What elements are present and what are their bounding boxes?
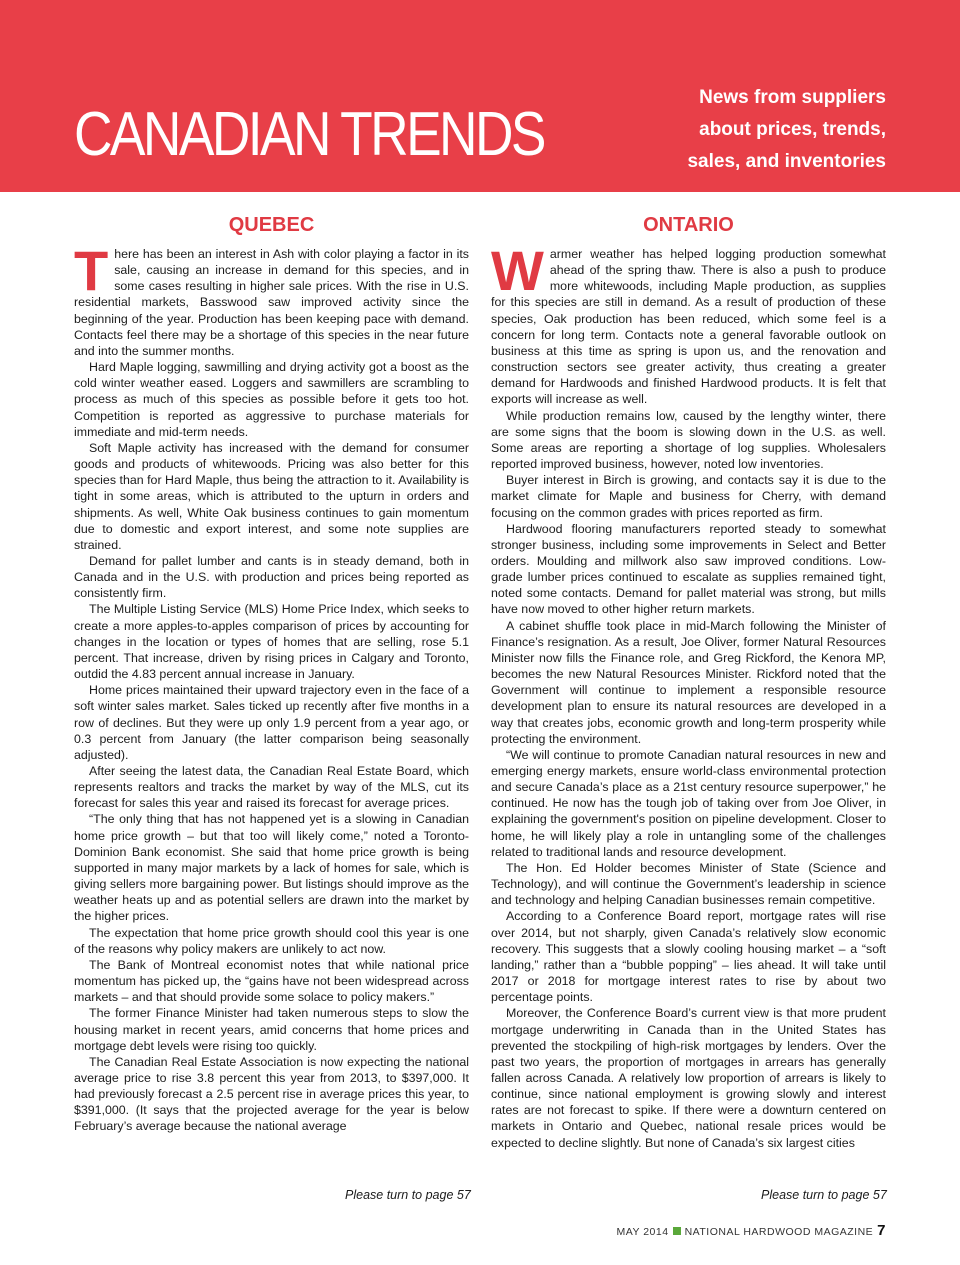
article-paragraph: The former Finance Minister had taken numerous steps to slow the housing market in recent years, amid concerns that home prices and mortgage debt levels were rising too quickly. <box>74 1006 469 1053</box>
article-paragraph: According to a Conference Board report, mortgage rates will rise over 2014, but not sharply, given Canada’s relatively slow economic recovery. This suggests that a slowly cooling housing market – a “soft landing,” rather than a “bubble popping” – lies ahead. It will take until 2017 or 2018 for mortgage interest rates to rise by about two percentage points. <box>491 909 886 1005</box>
article-paragraph: While production remains low, caused by the lengthy winter, there are some signs that the boom is slowing down in the U.S. as well. Some areas are reporting a shortage of log supplies. Wholesalers reported improved business, however, noted low inventories. <box>491 408 886 472</box>
continued-note-ontario: Please turn to page 57 <box>761 1188 887 1202</box>
article-paragraph: A cabinet shuffle took place in mid-March following the Minister of Finance’s resignation. As a result, Joe Oliver, former Natural Resources Minister now fills the Finance role, and Greg Rickford, the Kenora MP, becomes the new Natural Resources Minister. Rickford noted that the Government will continue to implement a responsible resource development plan to ensure its natural resources are developed in a way that creates jobs, economic growth and long-term prosperity while protecting the environment. <box>491 618 886 746</box>
article-paragraph: Moreover, the Conference Board’s current view is that more prudent mortgage underwriting in Canada than in the United States has prevented the stockpiling of high-risk mortgages by lenders. Over the past two years, the proportion of mortgages in arrears has generally fallen across Canada. A relatively low proportion of arrears is likely to continue, since national employment is growing slowly and interest rates are not forecast to spike. If there were a downturn centered on markets in Ontario and Quebec, national resale prices would be expected to decline slightly. But none of Canada’s six largest cities <box>491 1006 886 1150</box>
article-paragraph: Home prices maintained their upward trajectory even in the face of a soft winter sales market. Sales ticked up recently after five months in a row of declines. But they were up only 1.9 percent from a year ago, or 0.3 percent from January (the latter comparison being seasonally adjusted). <box>74 683 469 762</box>
article-paragraph: The Canadian Real Estate Association is now expecting the national average price to rise 3.8 percent this year from 2013, to $397,000. It had previously forecast a 2.5 percent rise in average prices this year, to $391,000. (It says that the projected average for the year is below February’s average because the national average <box>74 1054 469 1134</box>
drop-cap: W <box>491 239 544 302</box>
article-paragraph: There has been an interest in Ash with color playing a factor in its sale, causing an increase in demand for this species, and in some cases resulting in higher sale prices. With the rise in U.S. residential markets, Basswood saw improved activity since the beginning of the year. Production has been keeping pace with demand. Contacts feel there may be a shortage of this species in the near future and into the summer months. <box>74 239 469 358</box>
quebec-body <box>74 239 469 1135</box>
tagline-line: sales, and inventories <box>687 151 886 172</box>
article-paragraph: Warmer weather has helped logging production somewhat ahead of the spring thaw. There is also a push to produce more whitewoods, including Maple production, as supplies for this species are still in demand. As a result of production of these species, Oak production has been reduced, which some feel is a concern for long term. Contacts note a general favorable outlook on business at this time as spring is upon us, and the renovation and construction sectors see greater activity, thus creating a greater demand for Hardwoods and finished Hardwood products. It is felt that exports will increase as well. <box>491 239 886 407</box>
article-paragraph: “We will continue to promote Canadian natural resources in new and emerging energy markets, ensure world-class environmental protection and secure Canada’s place as a 21st century resource superpower,” he continued. He now has the tough job of taking over from Joe Oliver, in explaining the government's position on pipeline development. Closer to home, he will likely play a role in untangling some of the challenges related to traditional lands and resource development. <box>491 747 886 859</box>
square-bullet-icon <box>673 1227 681 1235</box>
ontario-body <box>491 239 886 1151</box>
tagline-line: about prices, trends, <box>699 119 886 140</box>
article-paragraph: After seeing the latest data, the Canadian Real Estate Board, which represents realtors and tracks the market by way of the MLS, cut its forecast for sales this year and raised its forecast for average prices. <box>74 764 469 811</box>
ontario-column <box>491 210 886 1151</box>
article-paragraph: The Hon. Ed Holder becomes Minister of State (Science and Technology), and will continue the Government’s leadership in science and technology and helping Canadian businesses remain competitive. <box>491 860 886 908</box>
tagline-line: News from suppliers <box>699 87 886 108</box>
page-number: 7 <box>877 1222 886 1239</box>
ontario-heading: ONTARIO <box>643 214 734 236</box>
issue-date: MAY 2014 <box>616 1226 669 1238</box>
page-footer <box>617 1222 887 1239</box>
article-paragraph: “The only thing that has not happened yet is a slowing in Canadian home price growth – but that too will likely come,” noted a Toronto-Dominion Bank economist. She said that home price growth is being supported in many major markets by a lack of homes for sale, which is giving sellers more bargaining power. But listings should improve as the weather heats up and as potential sellers are drawn into the market by the higher prices. <box>74 812 469 924</box>
article-paragraph: Demand for pallet lumber and cants is in steady demand, both in Canada and in the U.S. with production and prices being reported as consistently firm. <box>74 553 469 601</box>
article-paragraph: The Bank of Montreal economist notes that while national price momentum has picked up, the “gains have not been widespread across markets – and that should provide some solace to policy makers.” <box>74 957 469 1005</box>
article-paragraph: The expectation that home price growth should cool this year is one of the reasons why policy makers are unlikely to act now. <box>74 925 469 956</box>
magazine-name: NATIONAL HARDWOOD MAGAZINE <box>684 1226 874 1238</box>
article-paragraph: Hard Maple logging, sawmilling and drying activity got a boost as the cold winter weather eased. Loggers and sawmillers are scrambling to process as much of this species as possible before it gets too hot. Competition is reported as aggressive to purchase materials for immediate and mid-term needs. <box>74 360 469 439</box>
continued-note-quebec: Please turn to page 57 <box>345 1188 471 1202</box>
article-paragraph: Hardwood flooring manufacturers reported steady to somewhat stronger business, including some improvements in Select and Better orders. Moulding and millwork also saw improved conditions. Low-grade lumber prices continued to escalate as supplies remained tight, noted some contacts. Demand for pallet material was strong, but mills have now moved to other higher return markets. <box>491 521 886 617</box>
quebec-heading: QUEBEC <box>228 214 315 236</box>
article-paragraph: Buyer interest in Birch is growing, and contacts say it is due to the market climate for Maple and business for Cherry, with demand focusing on the common grades with prices reported as firm. <box>491 473 886 520</box>
article-paragraph: Soft Maple activity has increased with the demand for consumer goods and products of whitewoods. Pricing was also better for this species than for Hard Maple, thus being the attraction to it. Availability is tight in some areas, which is attributed to the upturn in orders and shipments. As well, White Oak business continues to gain momentum due to domestic and export interest, and some note supplies are strained. <box>74 440 469 552</box>
article-paragraph: The Multiple Listing Service (MLS) Home Price Index, which seeks to create a more apples-to-apples comparison of prices by accounting for changes in the location or types of homes that are selling, rose 5.1 percent. That increase, driven by rising prices in Calgary and Toronto, outdid the 4.83 percent annual increase in January. <box>74 602 469 682</box>
section-title: CANADIAN TRENDS <box>74 100 544 169</box>
quebec-column <box>74 210 469 1135</box>
section-tagline <box>626 82 886 178</box>
drop-cap: T <box>74 239 109 302</box>
header-banner <box>0 0 960 192</box>
